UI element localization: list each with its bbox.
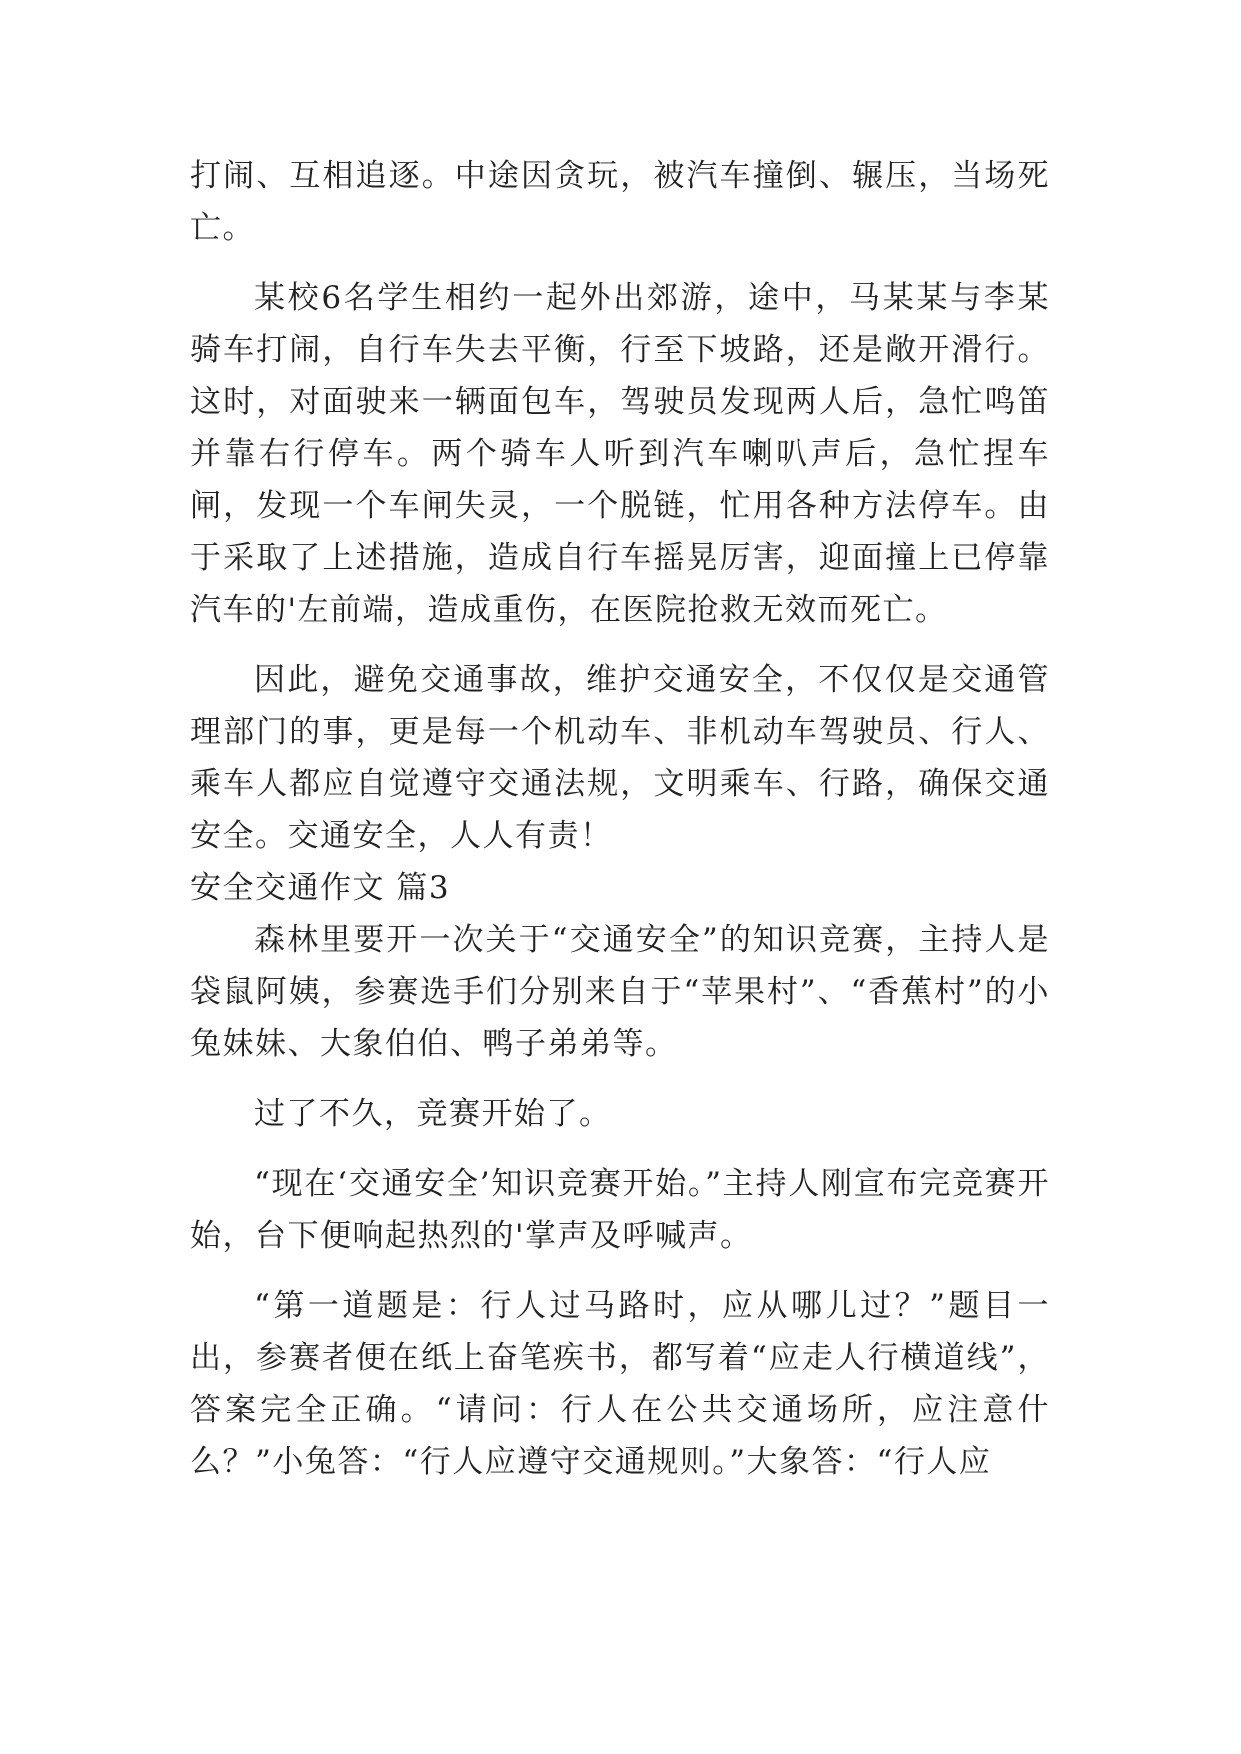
paragraph-bike-accident: 某校6名学生相约一起外出郊游，途中，马某某与李某骑车打闹，自行车失去平衡，行至下坡路，还是敞开滑行。这时，对面驶来一辆面包车，驾驶员发现两人后，急忙鸣笛并靠右行停车。两个骑车人听到汽车喇叭声后，急忙捏车闸，发现一个车闸失灵，一个脱链，忙用各种方法停车。由于采取了上述措施，造成自行车摇晃厉害，迎面撞上已停靠汽车的'左前端，造成重伤，在医院抢救无效而死亡。 [190,280,1050,628]
paragraph-forest-contest: 森林里要开一次关于“交通安全”的知识竞赛，主持人是袋鼠阿姨，参赛选手们分别来自于“苹果村”、“香蕉村”的小兔妹妹、大象伯伯、鸭子弟弟等。 [190,922,1050,1062]
paragraph-contest-start: 过了不久，竞赛开始了。 [254,1096,612,1132]
paragraph-host-announcement: “现在‘交通安全’知识竞赛开始。”主持人刚宣布完竞赛开始，台下便响起热烈的'掌声及呼喊声。 [190,1166,1050,1254]
section-heading: 安全交通作文 篇3 [190,870,451,906]
paragraph-continuation: 打闹、互相追逐。中途因贪玩，被汽车撞倒、辗压，当场死亡。 [190,158,1050,246]
document-page [190,150,1050,1488]
paragraph-first-question: “第一道题是：行人过马路时，应从哪儿过？”题目一出，参赛者便在纸上奋笔疾书，都写着“应走人行横道线”，答案完全正确。“请问：行人在公共交通场所，应注意什么？”小兔答：“行人应遵守交通规则。”大象答：“行人应 [190,1288,1050,1480]
paragraph-conclusion: 因此，避免交通事故，维护交通安全，不仅仅是交通管理部门的事，更是每一个机动车、非机动车驾驶员、行人、乘车人都应自觉遵守交通法规，文明乘车、行路，确保交通安全。交通安全，人人有责！ [190,662,1050,854]
